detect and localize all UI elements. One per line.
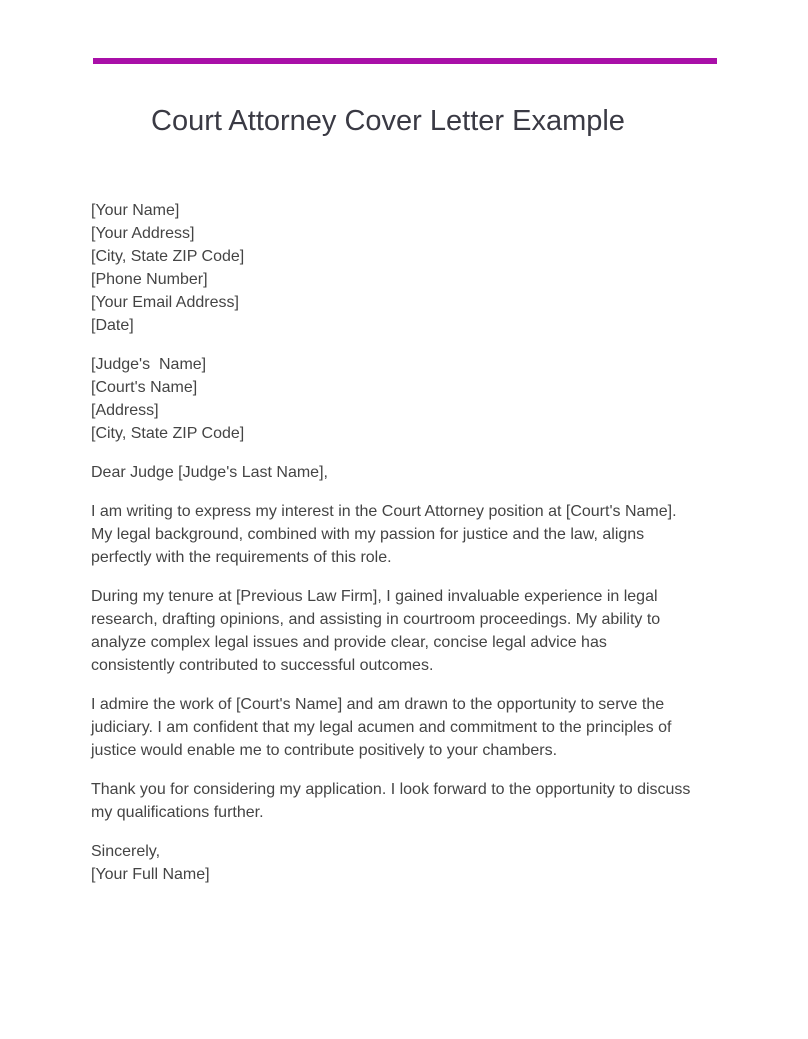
sender-phone: [Phone Number] (91, 271, 208, 288)
signature-name: [Your Full Name] (91, 866, 210, 883)
body-paragraph-intro: I am writing to express my interest in the Court Attorney position at [Court's Name]. My legal background, combined with my passion for justice and the law, aligns perfectly with the requirements of this role. (91, 503, 677, 566)
body-paragraph-closing: Thank you for considering my application. I look forward to the opportunity to discuss my qualifications further. (91, 781, 691, 821)
salutation: Dear Judge [Judge's Last Name], (91, 464, 328, 481)
sender-name: [Your Name] (91, 202, 180, 219)
recipient-court-name: [Court's Name] (91, 379, 198, 396)
closing-phrase: Sincerely, (91, 843, 161, 860)
recipient-address-block (91, 353, 691, 445)
body-paragraph-motivation: I admire the work of [Court's Name] and am drawn to the opportunity to serve the judiciary. I am confident that my legal acumen and commitment to the principles of justice would enable me to contribute positively to your chambers. (91, 696, 672, 759)
recipient-judge-name: [Judge's Name] (91, 356, 207, 373)
body-paragraph-experience: During my tenure at [Previous Law Firm], I gained invaluable experience in legal research, drafting opinions, and assisting in courtroom proceedings. My ability to analyze complex legal issues and provide clear, concise legal advice has consistently contributed to successful outcomes. (91, 588, 661, 674)
document-title: Court Attorney Cover Letter Example (151, 105, 625, 137)
sender-email: [Your Email Address] (91, 294, 239, 311)
sender-address: [Your Address] (91, 225, 195, 242)
cover-letter-body (91, 199, 691, 902)
signature-block (91, 840, 691, 886)
sender-address-block (91, 199, 691, 337)
letter-date: [Date] (91, 317, 134, 334)
recipient-city-state-zip: [City, State ZIP Code] (91, 425, 245, 442)
accent-divider-bar (93, 58, 717, 64)
sender-city-state-zip: [City, State ZIP Code] (91, 248, 245, 265)
recipient-address: [Address] (91, 402, 159, 419)
